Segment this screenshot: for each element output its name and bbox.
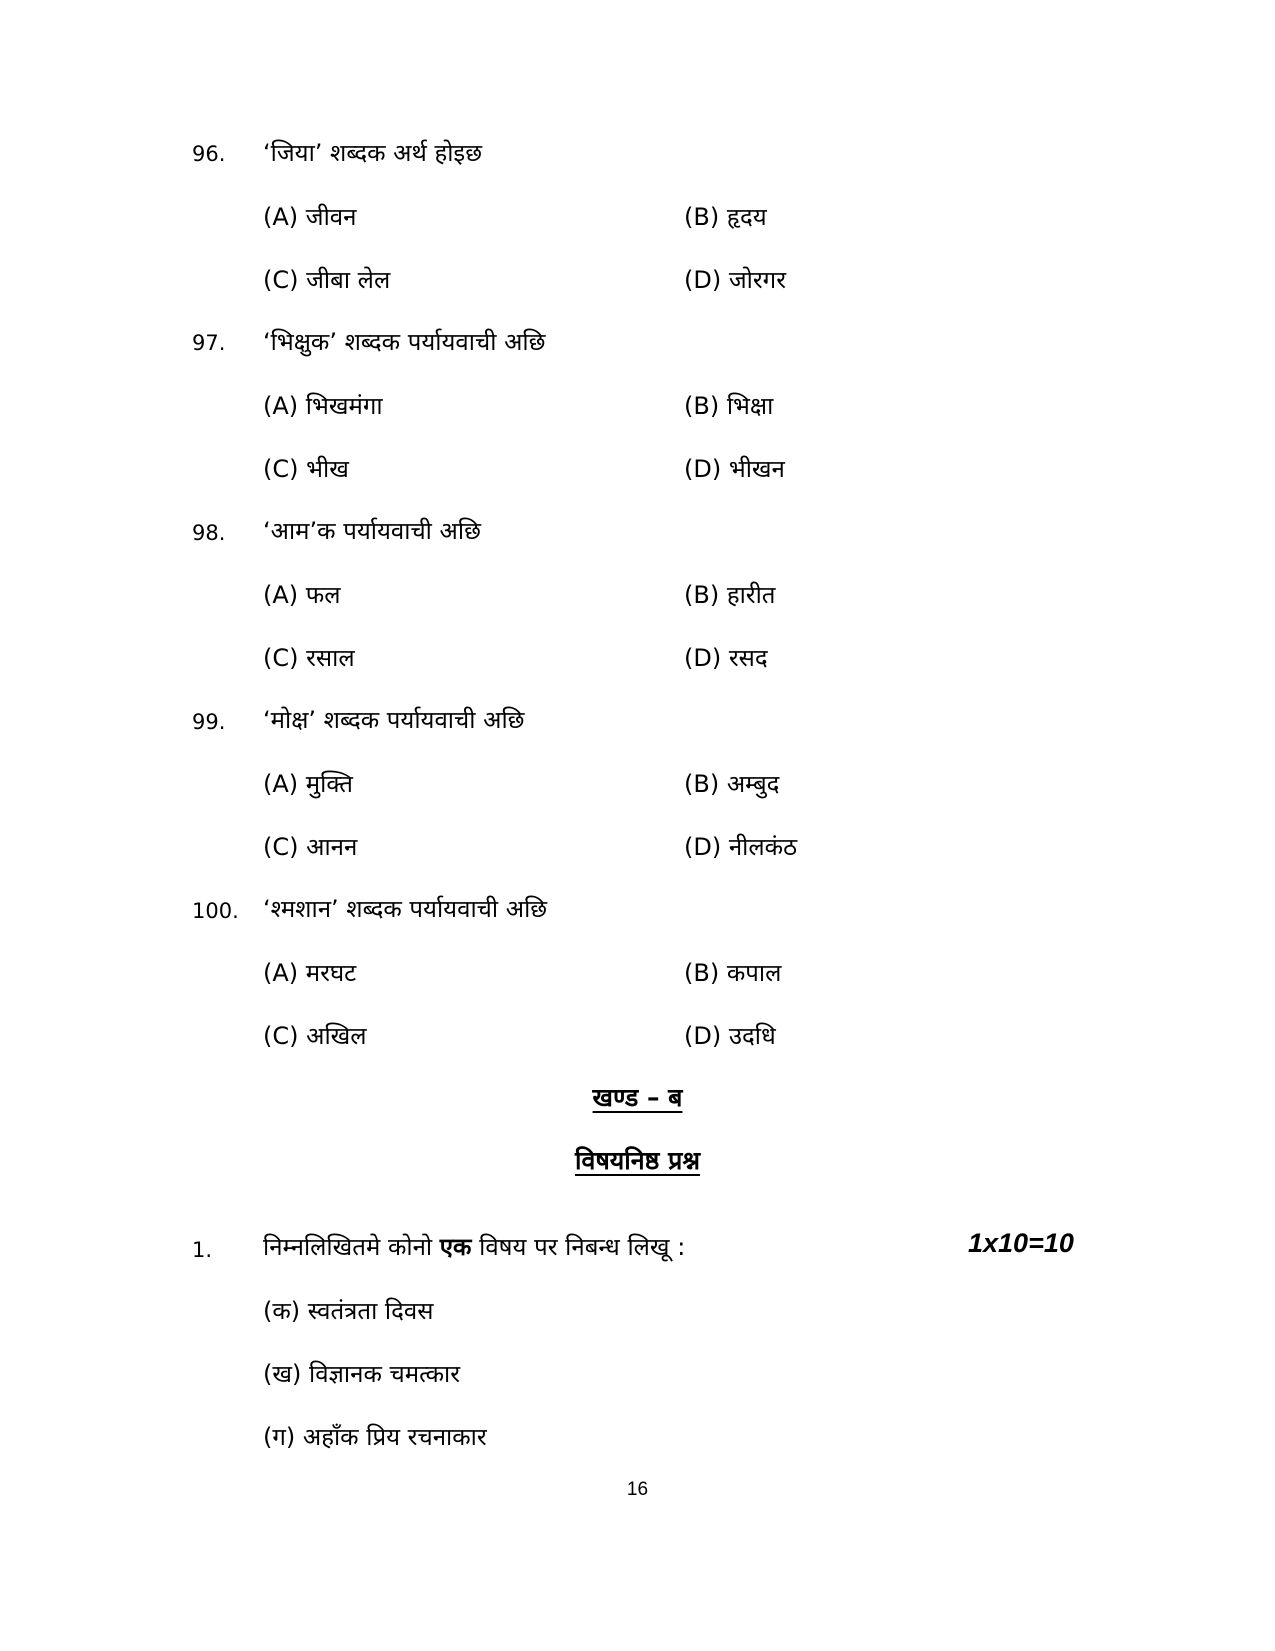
question-number-97: 97. — [192, 331, 226, 355]
essay-text-before: निम्नलिखितमे कोनो — [263, 1233, 440, 1261]
option-98-b: (B) हारीत — [684, 581, 776, 609]
essay-text-after: विषय पर निबन्ध लिखू : — [471, 1233, 686, 1261]
option-98-a: (A) फल — [263, 581, 341, 609]
option-96-d: (D) जोरगर — [684, 266, 787, 294]
option-96-c: (C) जीबा लेल — [263, 266, 391, 294]
question-text-99: ‘मोक्ष’ शब्दक पर्यायवाची अछि — [263, 706, 525, 734]
option-97-a: (A) भिखमंगा — [263, 392, 383, 420]
page-number: 16 — [626, 1479, 649, 1500]
essay-marks: 1x10=10 — [968, 1228, 1074, 1258]
essay-question-text — [263, 1230, 685, 1263]
question-text-100: ‘श्मशान’ शब्दक पर्यायवाची अछि — [263, 895, 548, 923]
section-heading — [0, 1080, 1275, 1114]
option-99-a: (A) मुक्ति — [263, 770, 353, 798]
option-97-d: (D) भीखन — [684, 455, 785, 483]
option-97-c: (C) भीख — [263, 455, 349, 483]
question-number-96: 96. — [192, 142, 226, 166]
option-96-a: (A) जीवन — [263, 203, 357, 231]
question-number-98: 98. — [192, 521, 226, 545]
section-subheading-text: विषयनिष्ठ प्रश्न — [574, 1146, 700, 1175]
option-98-c: (C) रसाल — [263, 644, 355, 672]
option-96-b: (B) हृदय — [684, 203, 767, 231]
option-100-c: (C) अखिल — [263, 1022, 367, 1050]
essay-topic-kha: (ख) विज्ञानक चमत्कार — [263, 1360, 461, 1388]
option-99-d: (D) नीलकंठ — [684, 833, 798, 861]
section-heading-text: खण्ड – ब — [592, 1083, 683, 1112]
option-100-a: (A) मरघट — [263, 959, 357, 987]
question-number-100: 100. — [192, 899, 239, 923]
option-98-d: (D) रसद — [684, 644, 768, 672]
question-text-98: ‘आम’क पर्यायवाची अछि — [263, 517, 481, 545]
option-99-b: (B) अम्बुद — [684, 770, 780, 798]
question-number-99: 99. — [192, 710, 226, 734]
essay-question-number: 1. — [192, 1238, 213, 1262]
question-text-96: ‘जिया’ शब्दक अर्थ होइछ — [263, 139, 483, 167]
option-99-c: (C) आनन — [263, 833, 358, 861]
option-100-b: (B) कपाल — [684, 959, 782, 987]
option-100-d: (D) उदधि — [684, 1022, 776, 1050]
option-97-b: (B) भिक्षा — [684, 392, 774, 420]
section-subheading — [0, 1143, 1275, 1177]
question-text-97: ‘भिक्षुक’ शब्दक पर्यायवाची अछि — [263, 328, 546, 356]
essay-topic-ka: (क) स्वतंत्रता दिवस — [263, 1297, 434, 1325]
essay-text-bold: एक — [439, 1233, 472, 1261]
essay-topic-ga: (ग) अहाँक प्रिय रचनाकार — [263, 1423, 487, 1451]
